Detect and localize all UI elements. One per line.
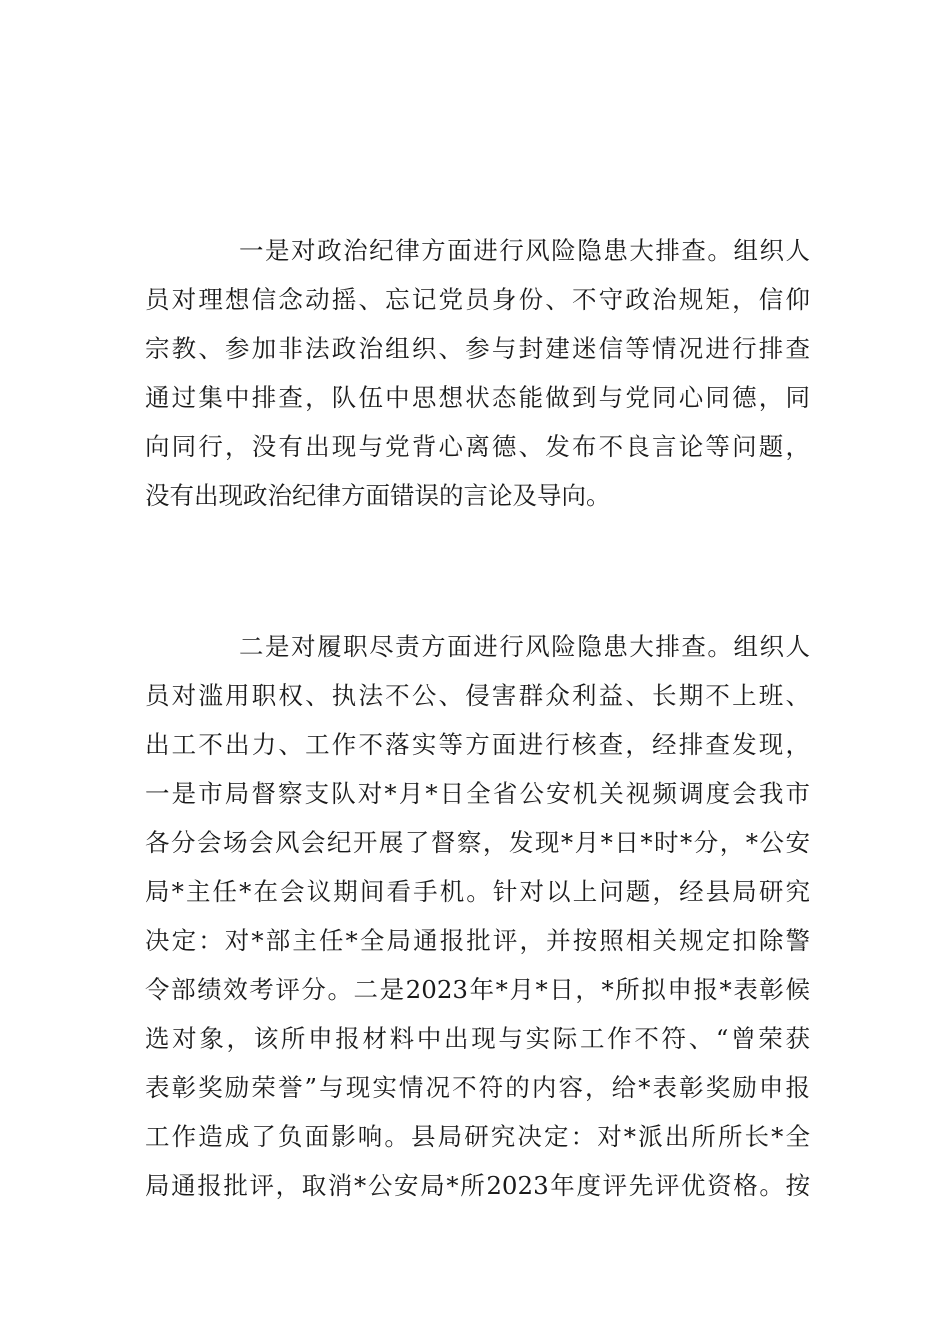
paragraph-line: 表彰奖励荣誉”与现实情况不符的内容，给*表彰奖励申报: [145, 1073, 810, 1102]
paragraph-line: 宗教、参加非法政治组织、参与封建迷信等情况进行排查: [145, 334, 810, 363]
paragraph-line: 二是对履职尽责方面进行风险隐患大排查。组织人: [239, 632, 810, 661]
paragraph-line: 各分会场会风会纪开展了督察，发现*月*日*时*分，*公安: [145, 828, 810, 857]
paragraph-line: 向同行，没有出现与党背心离德、发布不良言论等问题，: [145, 432, 810, 461]
paragraph-line: 员对理想信念动摇、忘记党员身份、不守政治规矩，信仰: [145, 285, 810, 314]
paragraph-line: 决定：对*部主任*全局通报批评，并按照相关规定扣除警: [145, 926, 810, 955]
paragraph-line: 工作造成了负面影响。县局研究决定：对*派出所所长*全: [145, 1122, 810, 1151]
paragraph-duty-performance: [145, 622, 810, 1210]
paragraph-line: 令部绩效考评分。二是2023年*月*日，*所拟申报*表彰候: [145, 975, 810, 1004]
paragraph-line: 一是对政治纪律方面进行风险隐患大排查。组织人: [239, 236, 810, 265]
paragraph-line: 出工不出力、工作不落实等方面进行核查，经排查发现，: [145, 730, 810, 759]
paragraph-line: 局*主任*在会议期间看手机。针对以上问题，经县局研究: [145, 877, 810, 906]
paragraph-line: 一是市局督察支队对*月*日全省公安机关视频调度会我市: [145, 779, 810, 808]
paragraph-line: 没有出现政治纪律方面错误的言论及导向。: [145, 481, 611, 510]
paragraph-line: 选对象，该所申报材料中出现与实际工作不符、“曾荣获: [145, 1024, 810, 1053]
paragraph-political-discipline: [145, 226, 810, 520]
paragraph-line: 局通报批评，取消*公安局*所2023年度评先评优资格。按: [145, 1171, 810, 1200]
paragraph-line: 通过集中排查，队伍中思想状态能做到与党同心同德，同: [145, 383, 810, 412]
paragraph-line: 员对滥用职权、执法不公、侵害群众利益、长期不上班、: [145, 681, 810, 710]
